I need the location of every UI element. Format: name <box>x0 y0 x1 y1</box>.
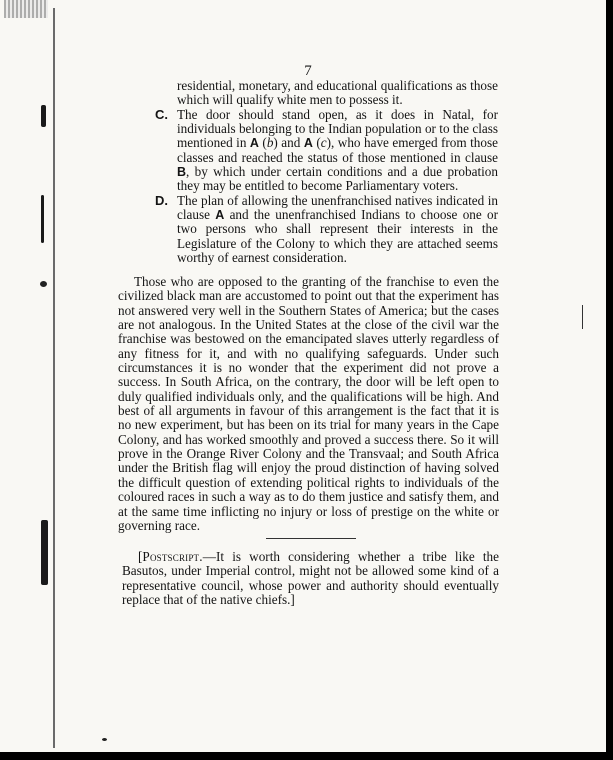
clause-text: The plan of allowing the unenfranchised natives indicated in clause <box>177 192 498 223</box>
clause-text: ), who have emerged from those classes and reached the status of those mentioned in clause <box>177 135 498 165</box>
clause-continuation: residential, monetary, and educational qualifications as those which will qualify white men to possess it. <box>177 78 498 108</box>
paragraph-text: Those who are opposed to the granting of the franchise to even the civilized black man are accustomed to point out that the experiment has not answered very well in the Southern States of America; but the cases are not analogous. In the United States at the close of the civil war the franchise was bestowed on the emancipated slaves utterly regardless of any fitness for it, and with no qualifying safeguards. Under such circumstances it is no wonder that the experiment did not prove a success. In South Africa, on the contrary, the door will be left open to duly qualified individuals only, and the qualifications will be high. And best of all arguments in favour of this arrangement is the fact that it is no new experiment, but has been on its trial for many years in the Cape Colony, and has worked smoothly and proved a success there. So it will prove in the Orange River Colony and the Transvaal; and South Africa under the British flag will enjoy the proud distinction of having solved the difficult question of extending political rights to individuals of the coloured races in such a way as to do them justice and satisfy them, and at the same time inflicting no injury or loss of prestige on the white or governing race. <box>118 274 499 533</box>
page-number: 7 <box>304 63 312 79</box>
clause-letter: C. <box>155 106 168 122</box>
scan-artifact <box>4 0 48 18</box>
clause-c <box>153 108 498 194</box>
clause-letter: D. <box>155 192 168 208</box>
clause-reference: B <box>177 165 187 180</box>
postscript-bracket: [ <box>138 549 143 564</box>
clause-text: ) and <box>273 135 304 151</box>
postscript-text <box>122 550 499 607</box>
clause-subreference: b <box>266 135 274 151</box>
clause-reference: A <box>249 136 259 151</box>
binding-mark <box>40 281 47 287</box>
main-paragraph <box>118 275 499 533</box>
postscript-body: —It is worth considering whether a tribe like the Basutos, under Imperial control, might not be allowed some kind of a representative council, whose power and authority should eventually replace that of the native chiefs.] <box>122 549 499 608</box>
binding-mark <box>41 195 44 243</box>
clause-text: The door should stand open, as it does in Natal, for individuals belonging to the Indian population or to the class mentioned in <box>177 106 498 151</box>
clause-d <box>153 194 498 266</box>
binding-mark <box>41 105 46 127</box>
postscript-label: Postscript. <box>142 549 203 564</box>
clause-text: ( <box>312 135 321 151</box>
postscript <box>122 550 499 607</box>
ink-speck <box>102 738 107 741</box>
clause-text: and the unenfranchised Indians to choose one or two persons who shall represent their interests in the Legislature of the Colony to which they are attached seems worthy of earnest consideration. <box>177 207 499 266</box>
clause-reference: A <box>303 136 313 151</box>
margin-mark <box>582 305 583 329</box>
clause-subreference: c <box>320 135 327 151</box>
binding-edge-line <box>53 8 55 748</box>
section-divider <box>266 538 356 539</box>
clause-text: ( <box>258 135 267 151</box>
binding-mark <box>41 520 48 585</box>
clauses-block <box>153 79 498 265</box>
clause-reference: A <box>215 208 225 223</box>
clause-text: , by which under certain conditions and a due probation they may be entitled to become Parliamentary voters. <box>177 164 498 194</box>
